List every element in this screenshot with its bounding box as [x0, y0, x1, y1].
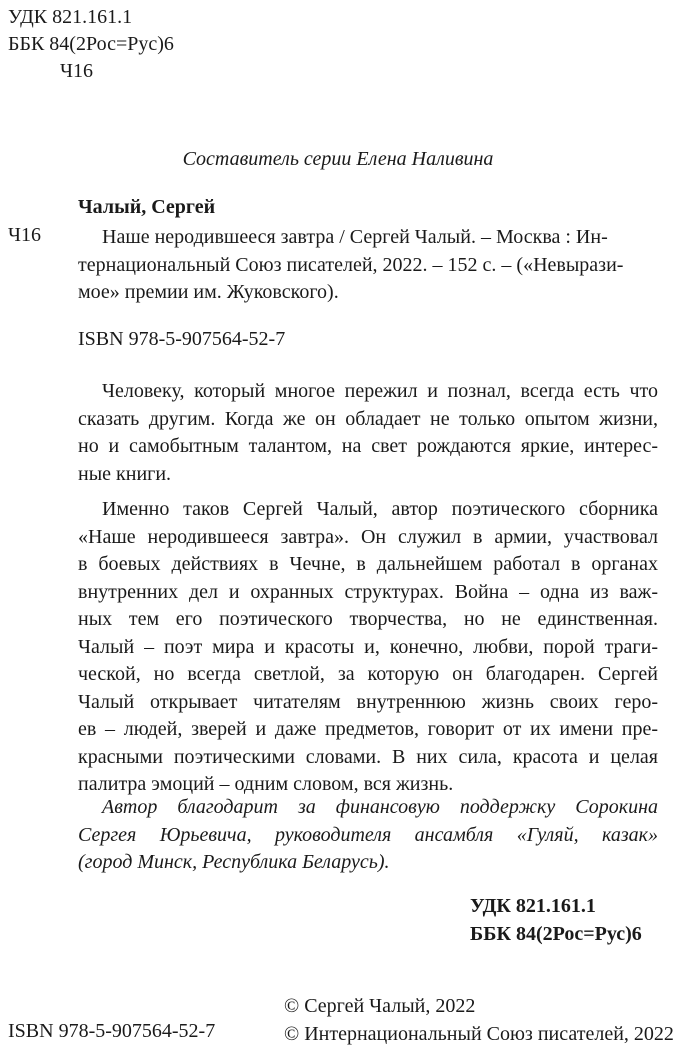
text-line: Именно таков Сергей Чалый, автор поэтического сборника — [102, 498, 658, 520]
text-line: Сергея Юрьевича, руководителя ансамбля «Гуляй, казак» — [78, 823, 658, 846]
bbk-code-footer: ББК 84(2Рос=Рус)6 — [470, 923, 642, 945]
text-line: ных тем его поэтического творчества, но не единственная. — [78, 608, 658, 630]
classification-header — [8, 4, 174, 85]
text-line: внутренних дел и охранных структурах. Война – одна из важ- — [78, 580, 658, 603]
isbn-footer: ISBN 978-5-907564-52-7 — [8, 1020, 216, 1042]
classification-footer — [470, 892, 642, 948]
text-line: «Наше неродившееся завтра». Он служил в армии, участвовал — [78, 525, 658, 548]
description-line: тернациональный Союз писателей, 2022. – 152 с. – («Невырази- — [78, 253, 624, 276]
series-compiler: Составитель серии Елена Наливина — [182, 148, 494, 170]
udk-code: УДК 821.161.1 — [8, 6, 133, 28]
isbn: ISBN 978-5-907564-52-7 — [78, 328, 286, 350]
text-line: Автор благодарит за финансовую поддержку Сорокина — [102, 796, 658, 818]
text-line: красными поэтическими словами. В них сила, красота и целая — [78, 745, 658, 768]
copyright — [284, 992, 674, 1048]
annotation — [78, 378, 658, 799]
text-line: но и самобытным талантом, на свет рождаются яркие, интерес- — [78, 435, 658, 457]
author-mark: Ч16 — [60, 60, 93, 82]
text-line: ев – людей, зверей и даже предметов, говорит от их имени пре- — [78, 718, 658, 740]
copyright-line: © Сергей Чалый, 2022 — [284, 995, 476, 1017]
text-line: Человеку, который многое пережил и познал, всегда есть что — [102, 380, 658, 402]
description-line: Наше неродившееся завтра / Сергей Чалый. – Москва : Ин- — [102, 226, 608, 248]
text-line: Чалый – поэт мира и красоты и, конечно, любви, порой траги- — [78, 635, 658, 658]
author-mark-left: Ч16 — [8, 224, 41, 246]
text-line: палитра эмоций – одним словом, вся жизнь. — [78, 773, 454, 795]
udk-code-footer: УДК 821.161.1 — [470, 895, 596, 917]
text-line: ческой, но всегда светлой, за которую он благодарен. Сергей — [78, 663, 658, 685]
text-line: сказать другим. Когда же он обладает не только опытом жизни, — [78, 407, 658, 430]
text-line: в боевых действиях в Чечне, в дальнейшем работал в органах — [78, 553, 658, 575]
bibliographic-description — [78, 224, 658, 307]
annotation-paragraph — [78, 496, 658, 799]
bbk-code: ББК 84(2Рос=Рус)6 — [8, 33, 174, 55]
text-line: Чалый открывает читателям внутреннюю жизнь своих геро- — [78, 690, 658, 713]
description-line: мое» премии им. Жуковского). — [78, 281, 339, 303]
annotation-paragraph — [78, 378, 658, 488]
author-name: Чалый, Сергей — [78, 196, 216, 218]
text-line: ные книги. — [78, 462, 172, 485]
text-line: (город Минск, Республика Беларусь). — [78, 851, 390, 873]
acknowledgement — [78, 794, 658, 877]
copyright-line: © Интернациональный Союз писателей, 2022 — [284, 1023, 674, 1045]
